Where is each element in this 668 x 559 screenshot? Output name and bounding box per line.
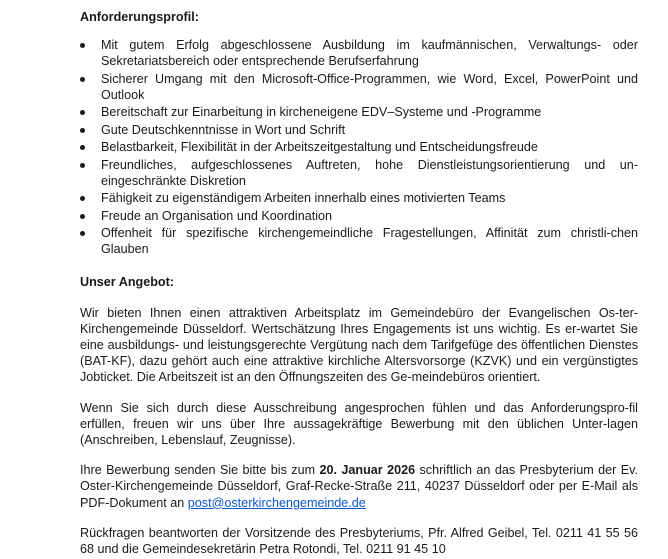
list-item-text: Fähigkeit zu eigenständigem Arbeiten innerhalb eines motivierten Teams [101, 191, 506, 206]
list-item-text: Freundliches, aufgeschlossenes Auftreten, hohe Dienstleistungsorientierung und un-eingeschränkte Diskretion [101, 157, 638, 188]
list-item [80, 37, 638, 69]
list-item-text: Gute Deutschkenntnisse in Wort und Schrift [101, 122, 346, 137]
bullet-icon [80, 196, 85, 201]
bullet-icon [80, 231, 85, 236]
deadline-date: 20. Januar 2026 [319, 463, 416, 478]
bullet-icon [80, 163, 85, 168]
list-item [80, 139, 638, 155]
requirements-list [80, 37, 638, 257]
bullet-icon [80, 128, 85, 133]
offer-paragraph: Wir bieten Ihnen einen attraktiven Arbeitsplatz im Gemeindebüro der Evangelischen Os-ter-Kirchengemeinde Düsseldorf. Wertschätzung Ihres Engagements ist uns wichtig. Es er-wartet Sie eine ausbildungs- und leistungsgerechte Vergütung nach dem Tarifgefüge des öffentlichen Dienstes (BAT-KF), dazu gehört auch eine attraktive kirchliche Altersvorsorge (KZVK) und ein vergünstigtes Jobticket. Die Arbeitszeit ist an den Öffnungszeiten des Ge-meindebüros orientiert. [80, 305, 638, 385]
list-item-text: Belastbarkeit, Flexibilität in der Arbeitszeitgestaltung und Entscheidungsfreude [101, 140, 538, 155]
list-item [80, 104, 638, 120]
contact-paragraph: Rückfragen beantworten der Vorsitzende des Presbyteriums, Pfr. Alfred Geibel, Tel. 0211 41 55 56 68 und die Gemeindesekretärin Petra Rotondi, Tel. 0211 91 45 10 [80, 525, 638, 556]
list-item [80, 122, 638, 138]
bullet-icon [80, 110, 85, 115]
list-item-text: Bereitschaft zur Einarbeitung in kircheneigene EDV–Systeme und -Programme [101, 105, 542, 120]
bullet-icon [80, 77, 85, 82]
submission-text-start: Ihre Bewerbung senden Sie bitte bis zum [80, 463, 320, 478]
list-item-text: Mit gutem Erfolg abgeschlossene Ausbildung im kaufmännischen, Verwaltungs- oder Sekretariatsbereich oder entsprechende Berufserfahrung [101, 38, 638, 69]
list-item [80, 71, 638, 103]
list-item [80, 208, 638, 224]
offer-heading: Unser Angebot: [80, 275, 174, 290]
bullet-icon [80, 43, 85, 48]
application-paragraph: Wenn Sie sich durch diese Ausschreibung angesprochen fühlen und das Anforderungspro-fil erfüllen, freuen wir uns über Ihre aussagekräftige Bewerbung mit den üblichen Unter-lagen (Anschreiben, Lebenslauf, Zeugnisse). [80, 400, 638, 447]
bullet-icon [80, 214, 85, 219]
requirements-heading: Anforderungsprofil: [80, 10, 199, 24]
list-item-text: Offenheit für spezifische kirchengemeindliche Fragestellungen, Affinität zum christli-chen Glauben [101, 225, 638, 257]
list-item [80, 225, 638, 257]
submission-text-end: schriftlich an das Presbyterium der Ev. Oster-Kirchengemeinde Düsseldorf, Graf-Recke-Straße 211, 40237 Düsseldorf oder per E-Mail als PDF-Dokument an [80, 463, 638, 510]
list-item [80, 190, 638, 206]
list-item [80, 157, 638, 189]
list-item-text: Sicherer Umgang mit den Microsoft-Office-Programmen, wie Word, Excel, PowerPoint und Outlook [101, 71, 638, 102]
list-item-text: Freude an Organisation und Koordination [101, 208, 333, 223]
submission-paragraph [80, 462, 638, 511]
bullet-icon [80, 145, 85, 150]
email-link[interactable]: post@osterkirchengemeinde.de [187, 495, 366, 510]
